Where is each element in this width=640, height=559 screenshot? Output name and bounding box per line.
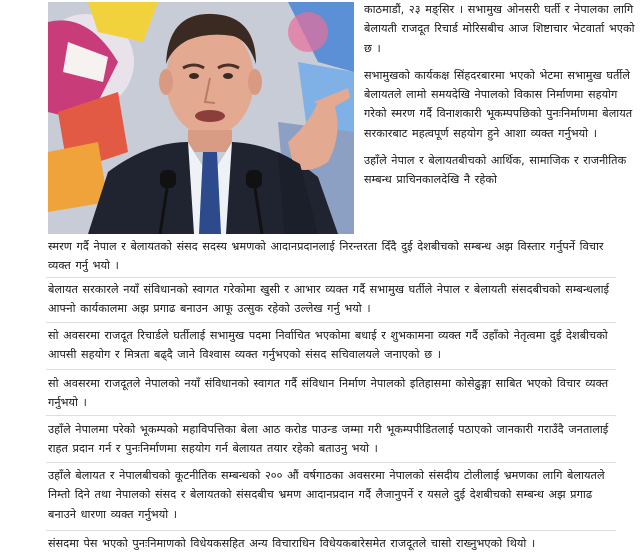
divider <box>46 530 616 531</box>
divider <box>46 322 616 323</box>
paragraph-meeting: सभामुखको कार्यकक्ष सिंहदरबारमा भएको भेटमा सभामुख घर्तीले बेलायतले लामो समयदेखि नेपालको विकास निर्माणमा सहयोग गरेको स्मरण गर्दै विनाशकारी भूकम्पपछिको पुनःनिर्माणमा बेलायत सरकारबाट महत्वपूर्ण सहयोग हुने आशा व्यक्त गर्नुभयो । <box>364 68 633 140</box>
divider <box>46 369 616 370</box>
article-photo <box>48 2 354 234</box>
paragraph-relations-start: उहाँले नेपाल र बेलायतबीचको आर्थिक, सामाजिक र राजनीतिक सम्बन्ध प्राचिनकालदेखि नै रहेको <box>364 154 627 187</box>
paragraph-intro: काठमाडौं, २३ मङ्सिर । सभामुख ओनसरी घर्ती र नेपालका लागि बेलायती राजदूत रिचार्ड मोरिसबीच आज शिष्टाचार भेटवार्ता भएको छ । <box>364 3 635 55</box>
paragraph-constitution-welcome: बेलायत सरकारले नयाँ संविधानको स्वागत गरेकोमा खुसी र आभार व्यक्त गर्दै सभामुख घर्तीले नेपाल र बेलायती संसदबीचको सम्बन्धलाई आफ्नो कार्यकालमा अझ प्रगाढ बनाउन आफू उत्सुक रहेको उल्लेख गर्नु भयो । <box>48 283 610 316</box>
divider <box>46 277 616 278</box>
paragraph-congratulations: सो अवसरमा राजदूत रिचार्डले घर्तीलाई सभामुख पदमा निर्वाचित भएकोमा बधाई र शुभकामना व्यक्त गर्दै उहाँको नेतृत्वमा दुई देशबीचको आपसी सहयोग र मित्रता बढ्दै जाने विश्वास व्यक्त गर्नुभएको संसद सचिवालयले जनाएको छ । <box>48 329 608 362</box>
paragraph-bicentenary: उहाँले बेलायत र नेपालबीचको कूटनीतिक सम्बन्धको २०० औं वर्षगाठका अवसरमा नेपालको संसदीय टोलीलाई भ्रमणका लागि बेलायतले निम्तो दिने तथा नेपालको संसद र बेलायतको संसदबीच भ्रमण आदानप्रदान गर्दै लैजानुपर्ने र यसले दुई देशबीचको सम्बन्ध अझ प्रगाढ बनाउने धारणा व्यक्त गर्नुभयो । <box>48 469 605 521</box>
divider <box>46 415 616 416</box>
side-column <box>364 0 636 190</box>
paragraph-reconstruction-bill: संसदमा पेस भएको पुनःनिमाणको विधेयकसहित अन्य विचाराधिन विधेयकबारेसमेत राजदूतले चासो राख्नुभएको थियो । <box>48 537 536 550</box>
divider <box>46 462 616 463</box>
paragraph-relations-cont: स्मरण गर्दै नेपाल र बेलायतको संसद सदस्य भ्रमणको आदानप्रदानलाई निरन्तरता दिँदै दुई देशबीचको सम्बन्ध अझ विस्तार गर्नुपर्ने विचार व्यक्त गर्नु भयो । <box>48 240 604 273</box>
photo-of-speaker <box>48 2 354 234</box>
paragraph-milestone: सो अवसरमा राजदूतले नेपालको नयाँ संविधानको स्वागत गर्दै संविधान निर्माण नेपालको इतिहासमा कोसेढुङ्गा साबित भएको विचार व्यक्त गर्नुभयो । <box>48 377 609 410</box>
paragraph-earthquake-aid: उहाँले नेपालमा परेको भूकम्पको महाविपत्तिका बेला आठ करोड पाउन्ड जम्मा गरी भूकम्पपीडितलाई पठाएको जानकारी गराउँदै जनतालाई राहत प्रदान गर्न र पुनःनिर्माणमा सहयोग गर्न बेलायत तयार रहेको बताउनु भयो । <box>48 423 609 456</box>
